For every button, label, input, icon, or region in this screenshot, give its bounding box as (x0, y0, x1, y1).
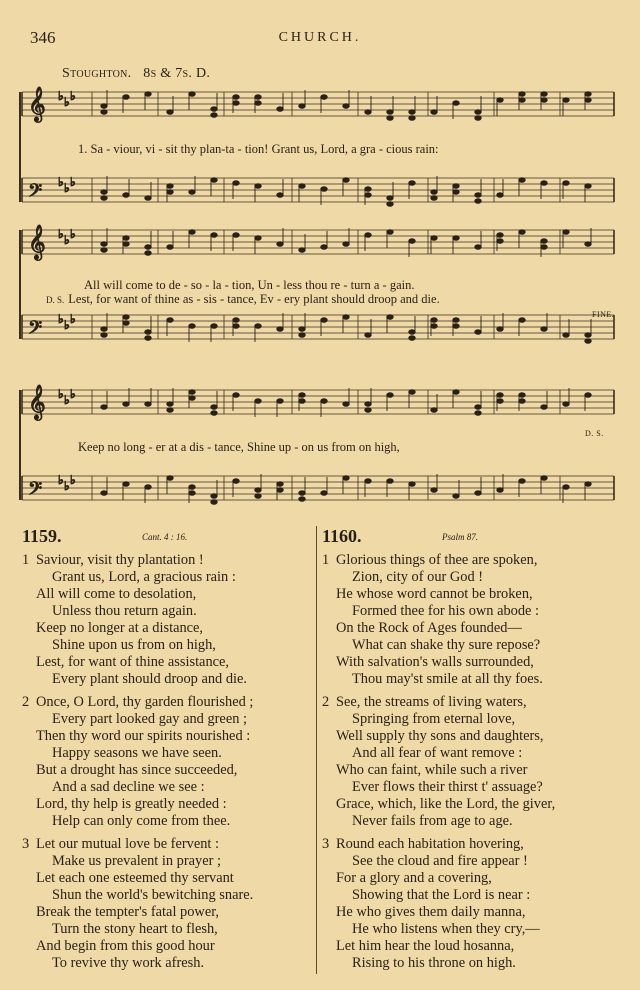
note-head (453, 318, 459, 323)
note-head (101, 405, 107, 410)
note-head (167, 184, 173, 189)
verse-line: With salvation's walls surrounded, (336, 654, 534, 670)
verse-line: For a glory and a covering, (336, 870, 492, 886)
bass-clef-icon: 𝄢 (28, 479, 43, 504)
note-head (431, 318, 437, 323)
note-head (299, 497, 305, 502)
note-head (123, 193, 129, 198)
note-head (277, 242, 283, 247)
fine-marker: FINE. (592, 310, 615, 319)
note-head (321, 399, 327, 404)
note-head (387, 202, 393, 207)
note-head (233, 95, 239, 100)
bass-clef-icon: 𝄢 (28, 181, 43, 206)
note-head (585, 482, 591, 487)
verse-line: Zion, city of our God ! (352, 569, 484, 585)
flat-sign-icon: ♭ (58, 387, 64, 401)
note-head (409, 110, 415, 115)
note-head (145, 251, 151, 256)
verse-line: And all fear of want remove : (352, 745, 523, 761)
verse-line: All will come to desolation, (36, 586, 197, 602)
note-head (145, 245, 151, 250)
note-head (277, 107, 283, 112)
flat-sign-icon: ♭ (70, 227, 76, 241)
note-head (541, 98, 547, 103)
verse-line: What can shake thy sure repose? (352, 637, 541, 653)
note-head (211, 324, 217, 329)
note-head (233, 318, 239, 323)
verse-line: 2 See, the streams of living waters, (322, 694, 527, 710)
system3-lyrics: Keep no long - er at a dis - tance, Shine up - on us from on high, (78, 440, 400, 454)
verse-line: 2 Once, O Lord, thy garden flourished ; (22, 694, 254, 710)
note-head (123, 242, 129, 247)
system2-lyrics-a: All will come to de - so - la - tion, Un - less thou re - turn a - gain. (84, 278, 415, 292)
verse-line: He who listens when they cry,— (352, 921, 540, 937)
note-head (453, 494, 459, 499)
note-head (255, 184, 261, 189)
verse-line: 1 Saviour, visit thy plantation ! (22, 552, 204, 568)
verse-line: But a drought has since succeeded, (36, 762, 238, 778)
note-head (233, 233, 239, 238)
stanza-number: 2 (322, 694, 330, 710)
note-head (541, 405, 547, 410)
note-head (453, 236, 459, 241)
tune-name: Stoughton. (62, 66, 132, 81)
hymn-1159 (22, 526, 312, 972)
verse-line: Grace, which, like the Lord, the giver, (336, 796, 556, 812)
note-head (233, 181, 239, 186)
note-head (167, 245, 173, 250)
verse-line: To revive thy work afresh. (52, 955, 205, 971)
note-head (233, 324, 239, 329)
note-head (299, 184, 305, 189)
stanza (22, 552, 312, 688)
note-head (189, 396, 195, 401)
note-head (211, 178, 217, 183)
flat-sign-icon: ♭ (64, 233, 70, 247)
note-head (255, 101, 261, 106)
note-head (475, 330, 481, 335)
flat-sign-icon: ♭ (70, 312, 76, 326)
verse-line: Make us prevalent in prayer ; (52, 853, 222, 869)
note-head (101, 104, 107, 109)
verse-line: Springing from eternal love, (352, 711, 516, 727)
note-head (123, 482, 129, 487)
note-head (145, 196, 151, 201)
flat-sign-icon: ♭ (70, 387, 76, 401)
verse-line: Lest, for want of thine assistance, (36, 654, 230, 670)
note-head (519, 318, 525, 323)
verse-line: Help can only come from thee. (52, 813, 231, 829)
note-head (365, 193, 371, 198)
note-head (409, 482, 415, 487)
note-head (321, 245, 327, 250)
note-head (519, 92, 525, 97)
note-head (255, 494, 261, 499)
note-head (431, 196, 437, 201)
note-head (211, 233, 217, 238)
note-head (563, 181, 569, 186)
note-head (431, 236, 437, 241)
note-head (189, 491, 195, 496)
treble-clef-icon: 𝄞 (28, 385, 46, 420)
note-head (387, 393, 393, 398)
note-head (585, 184, 591, 189)
note-head (519, 399, 525, 404)
note-head (255, 399, 261, 404)
note-head (255, 95, 261, 100)
note-head (101, 242, 107, 247)
running-head: CHURCH. (278, 30, 362, 45)
verse-line: Lord, thy help is greatly needed : (36, 796, 227, 812)
note-head (211, 494, 217, 499)
note-head (233, 393, 239, 398)
verse-line: Formed thee for his own abode : (352, 603, 540, 619)
note-head (519, 98, 525, 103)
note-head (497, 399, 503, 404)
treble-clef-icon: 𝄞 (28, 225, 46, 260)
note-head (101, 491, 107, 496)
note-head (145, 92, 151, 97)
verse-line: Break the tempter's fatal power, (36, 904, 220, 920)
note-head (475, 193, 481, 198)
note-head (387, 230, 393, 235)
note-head (167, 190, 173, 195)
note-head (585, 242, 591, 247)
note-head (299, 248, 305, 253)
verse-line: And a sad decline we see : (52, 779, 205, 795)
note-head (255, 324, 261, 329)
note-head (145, 336, 151, 341)
stanza (322, 552, 612, 688)
stanza (322, 836, 612, 972)
page-header (0, 28, 640, 50)
verse-line: Shine upon us from on high, (52, 637, 216, 653)
note-head (255, 236, 261, 241)
note-head (189, 324, 195, 329)
note-head (343, 178, 349, 183)
hymn-number: 1160. (322, 526, 362, 546)
verse-line: Well supply thy sons and daughters, (336, 728, 544, 744)
note-head (167, 402, 173, 407)
note-head (277, 488, 283, 493)
verse-line: He who gives them daily manna, (336, 904, 526, 920)
verse-line: And begin from this good hour (36, 938, 215, 954)
treble-clef-icon: 𝄞 (28, 87, 46, 122)
bass-clef-icon: 𝄢 (28, 318, 43, 343)
note-head (497, 233, 503, 238)
verse-line: See the cloud and fire appear ! (352, 853, 528, 869)
note-head (101, 190, 107, 195)
verse-line: Rising to his throne on high. (352, 955, 516, 971)
verse-line: Showing that the Lord is near : (352, 887, 531, 903)
note-head (343, 402, 349, 407)
note-head (145, 485, 151, 490)
stanza (22, 836, 312, 972)
note-head (409, 336, 415, 341)
note-head (431, 110, 437, 115)
note-head (189, 390, 195, 395)
system2-lyrics-b-text: Lest, for want of thine as - sis - tance, Ev - ery plant should droop and die. (68, 292, 440, 306)
note-head (541, 327, 547, 332)
note-head (189, 92, 195, 97)
scripture-reference: Cant. 4 : 16. (142, 532, 188, 542)
verse-line: 1 Glorious things of thee are spoken, (322, 552, 538, 568)
note-head (277, 327, 283, 332)
note-head (343, 315, 349, 320)
flat-sign-icon: ♭ (58, 175, 64, 189)
note-head (123, 95, 129, 100)
note-head (541, 476, 547, 481)
note-head (409, 330, 415, 335)
note-head (387, 315, 393, 320)
note-head (167, 318, 173, 323)
note-head (585, 333, 591, 338)
note-head (497, 239, 503, 244)
note-head (365, 408, 371, 413)
verse-line: Turn the stony heart to flesh, (52, 921, 218, 937)
ds-marker: D. S. (585, 429, 604, 438)
verse-line: Let him hear the loud hosanna, (336, 938, 515, 954)
note-head (453, 390, 459, 395)
note-head (189, 485, 195, 490)
note-head (299, 399, 305, 404)
note-head (497, 327, 503, 332)
note-head (365, 333, 371, 338)
note-head (453, 101, 459, 106)
flat-sign-icon: ♭ (64, 95, 70, 109)
ds-label-inline: D. S. (46, 295, 65, 305)
note-head (585, 393, 591, 398)
stanza (322, 694, 612, 830)
verse-line: Shun the world's bewitching snare. (52, 887, 254, 903)
note-head (343, 104, 349, 109)
note-head (145, 402, 151, 407)
note-head (365, 402, 371, 407)
note-head (211, 411, 217, 416)
flat-sign-icon: ♭ (70, 473, 76, 487)
note-head (497, 98, 503, 103)
note-head (453, 190, 459, 195)
note-head (409, 390, 415, 395)
note-head (563, 98, 569, 103)
note-head (299, 104, 305, 109)
stanza-number: 3 (322, 836, 330, 852)
note-head (387, 479, 393, 484)
note-head (365, 233, 371, 238)
flat-sign-icon: ♭ (64, 393, 70, 407)
note-head (365, 110, 371, 115)
note-head (167, 110, 173, 115)
note-head (321, 318, 327, 323)
page-number: 346 (30, 28, 56, 47)
hymn-heading (22, 526, 312, 550)
note-head (123, 315, 129, 320)
verse-line: Keep no longer at a distance, (36, 620, 204, 636)
note-head (409, 116, 415, 121)
note-head (409, 181, 415, 186)
note-head (475, 116, 481, 121)
note-head (387, 196, 393, 201)
note-head (585, 339, 591, 344)
note-head (101, 327, 107, 332)
note-head (277, 193, 283, 198)
note-head (101, 110, 107, 115)
verse-line: Every plant should droop and die. (52, 671, 248, 687)
note-head (123, 321, 129, 326)
note-head (497, 393, 503, 398)
note-head (211, 500, 217, 505)
note-head (541, 245, 547, 250)
note-head (277, 482, 283, 487)
note-head (145, 330, 151, 335)
verse-line: Grant us, Lord, a gracious rain : (52, 569, 236, 585)
note-head (475, 491, 481, 496)
note-head (541, 181, 547, 186)
note-head (409, 239, 415, 244)
note-head (387, 116, 393, 121)
flat-sign-icon: ♭ (58, 89, 64, 103)
note-head (211, 405, 217, 410)
note-head (453, 324, 459, 329)
verse-line: Happy seasons we have seen. (52, 745, 222, 761)
note-head (541, 239, 547, 244)
note-head (475, 199, 481, 204)
note-head (431, 408, 437, 413)
scripture-reference: Psalm 87. (442, 532, 478, 542)
stanza (22, 694, 312, 830)
flat-sign-icon: ♭ (70, 89, 76, 103)
note-head (211, 107, 217, 112)
note-head (541, 92, 547, 97)
note-head (343, 242, 349, 247)
verse-line: Ever flows their thirst t' assuage? (352, 779, 543, 795)
verse-line: Who can faint, while such a river (336, 762, 528, 778)
flat-sign-icon: ♭ (64, 479, 70, 493)
flat-sign-icon: ♭ (64, 318, 70, 332)
note-head (519, 393, 525, 398)
note-head (431, 190, 437, 195)
note-head (475, 405, 481, 410)
note-head (453, 184, 459, 189)
note-head (233, 101, 239, 106)
note-head (563, 333, 569, 338)
note-head (123, 402, 129, 407)
stanza-number: 1 (322, 552, 330, 568)
note-head (497, 193, 503, 198)
flat-sign-icon: ♭ (70, 175, 76, 189)
verse-line: Thou may'st smile at all thy foes. (352, 671, 543, 687)
system1-lyrics: 1. Sa - viour, vi - sit thy plan-ta - tion! Grant us, Lord, a gra - cious rain: (78, 142, 439, 156)
note-head (189, 230, 195, 235)
note-head (519, 178, 525, 183)
note-head (321, 491, 327, 496)
note-head (101, 248, 107, 253)
verse-line: Then thy word our spirits nourished : (36, 728, 251, 744)
note-head (101, 333, 107, 338)
hymn-1160 (322, 526, 612, 972)
note-head (233, 479, 239, 484)
note-head (343, 476, 349, 481)
note-head (563, 230, 569, 235)
verse-line: He whose word cannot be broken, (336, 586, 533, 602)
note-head (321, 187, 327, 192)
note-head (277, 399, 283, 404)
note-head (585, 98, 591, 103)
note-head (299, 393, 305, 398)
note-head (365, 479, 371, 484)
note-head (431, 324, 437, 329)
note-head (255, 488, 261, 493)
note-head (189, 190, 195, 195)
hymn-heading (322, 526, 612, 550)
stanza-number: 3 (22, 836, 30, 852)
flat-sign-icon: ♭ (58, 312, 64, 326)
note-head (365, 187, 371, 192)
note-head (321, 95, 327, 100)
flat-sign-icon: ♭ (64, 181, 70, 195)
verse-line: Unless thou return again. (52, 603, 197, 619)
note-head (563, 402, 569, 407)
note-head (167, 408, 173, 413)
note-head (299, 327, 305, 332)
note-head (123, 236, 129, 241)
hymn-number: 1159. (22, 526, 62, 546)
note-head (563, 485, 569, 490)
note-head (387, 110, 393, 115)
note-head (519, 479, 525, 484)
note-head (299, 491, 305, 496)
note-head (167, 476, 173, 481)
note-head (475, 245, 481, 250)
verse-line: 3 Let our mutual love be fervent : (22, 836, 220, 852)
verse-line: Never fails from age to age. (352, 813, 513, 829)
note-head (585, 92, 591, 97)
verse-line: On the Rock of Ages founded— (336, 620, 522, 636)
verse-line: 3 Round each habitation hovering, (322, 836, 524, 852)
flat-sign-icon: ♭ (58, 227, 64, 241)
stanza-number: 1 (22, 552, 30, 568)
note-head (211, 113, 217, 118)
note-head (497, 488, 503, 493)
note-head (299, 333, 305, 338)
tune-meter: 8s & 7s. D. (143, 66, 211, 81)
verse-line: Let each one esteemed thy servant (36, 870, 234, 886)
note-head (475, 411, 481, 416)
stanza-number: 2 (22, 694, 30, 710)
flat-sign-icon: ♭ (58, 473, 64, 487)
note-head (101, 196, 107, 201)
column-divider (316, 526, 317, 974)
verse-line: Every part looked gay and green ; (52, 711, 247, 727)
note-head (431, 488, 437, 493)
system2-lyrics-b (46, 292, 440, 307)
note-head (519, 230, 525, 235)
note-head (475, 110, 481, 115)
